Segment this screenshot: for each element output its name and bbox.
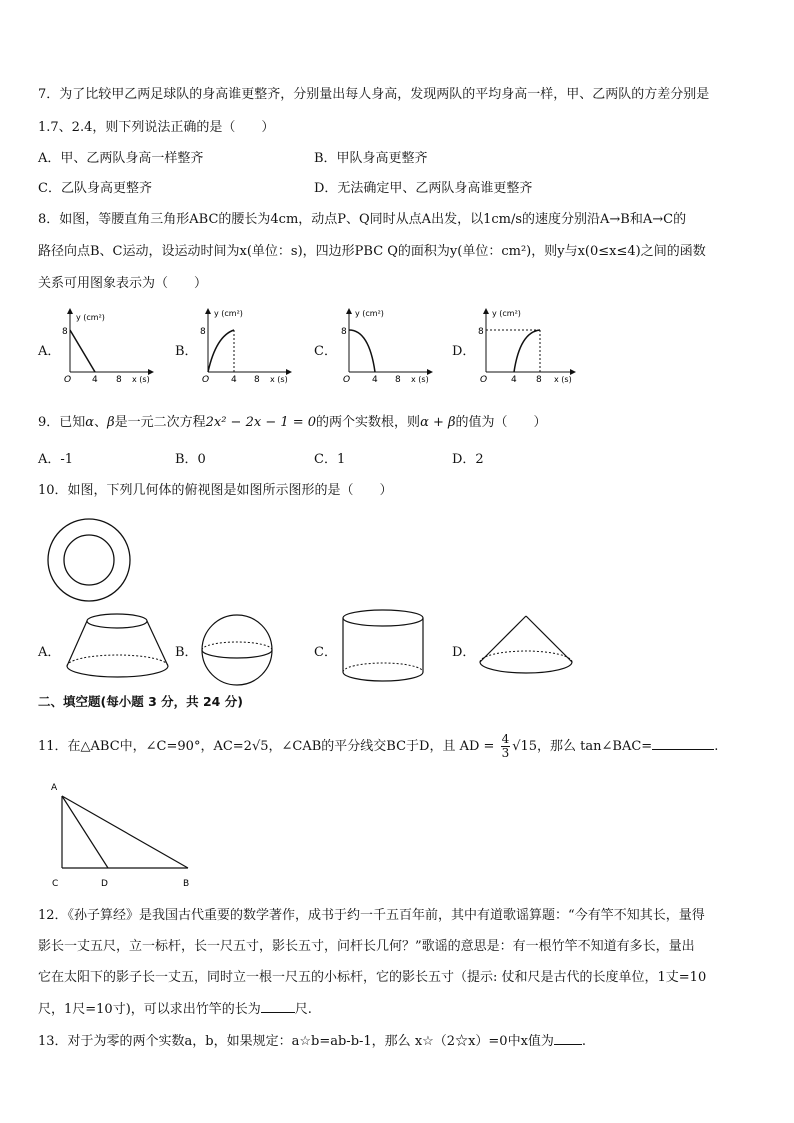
- q10-frustum: [62, 610, 174, 685]
- q12-line-3: 它在太阳下的影子长一丈五，同时立一根一尺五的小标杆，它的影长五寸（提示: 仗和尺是古代的长度单位，1丈=10: [38, 970, 707, 985]
- q8-graph-c-label: C．: [314, 344, 337, 359]
- q12-line-2: 影长一丈五尺，立一标杆，长一尺五寸，影长五寸，问杆长几何？”歌谣的意思是：有一根竹竿不知道有多长，量出: [38, 939, 695, 954]
- q11-fraction: [501, 733, 511, 760]
- q8-line-2: 路径向点B、C运动，设运动时间为x(单位：s)，四边形PBC Q的面积为y(单位：cm²)，则y与x(0≤x≤4)之间的函数: [38, 244, 706, 259]
- vertex-a-label: A: [51, 783, 58, 793]
- q9-text-b: 是一元二次方程: [114, 415, 206, 430]
- q12-line-4a: 尺，1尺=10寸)，可以求出竹竿的长为: [38, 1002, 261, 1017]
- y-axis-label: y (cm²): [214, 309, 243, 318]
- ytick-label: 8: [478, 327, 484, 337]
- q10-top-view-rings: [44, 515, 134, 605]
- q8-graph-a: [58, 306, 158, 386]
- q7-option-b: B．甲队身高更整齐: [314, 151, 428, 166]
- xtick-8: 8: [116, 375, 122, 385]
- xtick-4: 4: [231, 375, 237, 385]
- q8-graph-b-label: B．: [175, 344, 198, 359]
- q11-text-c: ，那么 tan∠BAC=: [537, 739, 653, 754]
- q10-option-d-label: D．: [452, 645, 476, 660]
- xtick-4: 4: [92, 375, 98, 385]
- xtick-4: 4: [511, 375, 517, 385]
- ytick-label: 8: [200, 327, 206, 337]
- q8-line-3: 关系可用图象表示为（ ）: [38, 276, 208, 291]
- q11-question: [38, 733, 718, 760]
- origin-label: O: [480, 375, 488, 385]
- q8-graph-c: [337, 306, 437, 386]
- q10-sphere: [198, 612, 278, 688]
- origin-label: O: [202, 375, 210, 385]
- x-axis-label: x (s): [270, 375, 288, 384]
- origin-label: O: [343, 375, 351, 385]
- ytick-label: 8: [62, 327, 68, 337]
- x-axis-label: x (s): [554, 375, 572, 384]
- q9-text-a: 9．已知: [38, 415, 86, 430]
- q12-line-4b: 尺.: [294, 1002, 312, 1017]
- q11-frac-den: 3: [501, 746, 510, 760]
- q12-answer-blank[interactable]: [261, 1000, 295, 1013]
- xtick-8: 8: [536, 375, 542, 385]
- q9-sum: α + β: [420, 415, 456, 430]
- q11-frac-num: 4: [501, 732, 510, 746]
- q10-cone: [476, 612, 576, 682]
- q9-sep: 、: [94, 415, 108, 430]
- q13-answer-blank[interactable]: [554, 1032, 582, 1045]
- q12-line-1: 12．《孙子算经》是我国古代重要的数学著作，成书于约一千五百年前，其中有道歌谣算题：“今有竿不知其长，量得: [38, 908, 705, 923]
- q13-end: .: [581, 1034, 587, 1049]
- q13-text-a: 13．对于为零的两个实数a，b，如果规定：a☆b=ab-b-1，那么 x☆（2☆x）=0中x值为: [38, 1034, 554, 1049]
- x-axis-label: x (s): [411, 375, 429, 384]
- q11-end: .: [714, 739, 719, 754]
- vertex-b-label: B: [183, 879, 190, 889]
- q9-option-c: C．1: [314, 452, 346, 467]
- q9-option-d: D．2: [452, 452, 484, 467]
- y-axis-label: y (cm²): [76, 313, 105, 322]
- q9-equation: 2x² − 2x − 1 = 0: [205, 415, 317, 430]
- ytick-label: 8: [341, 327, 347, 337]
- q7-line-2: 1.7、2.4，则下列说法正确的是（ ）: [38, 120, 275, 135]
- q9-question: [38, 411, 547, 430]
- vertex-c-label: C: [52, 879, 59, 889]
- q9-text-d: 的值为（ ）: [455, 415, 547, 430]
- q11-sqrt5: √5: [251, 739, 269, 754]
- q11-text-a: 11．在△ABC中，∠C=90°，AC=2: [38, 739, 252, 754]
- q11-text-b: ，∠CAB的平分线交BC于D，且 AD =: [268, 739, 495, 754]
- q8-graph-d-label: D．: [452, 344, 476, 359]
- xtick-8: 8: [254, 375, 260, 385]
- q11-sqrt15: √15: [512, 739, 538, 754]
- point-d-label: D: [101, 879, 108, 889]
- q9-beta: β: [107, 415, 115, 430]
- section-title: 二、填空题(每小题 3 分，共 24 分): [38, 694, 243, 709]
- q9-alpha: α: [85, 415, 95, 430]
- q12-line-4: [38, 998, 312, 1017]
- q9-option-a: A．-1: [38, 452, 74, 467]
- q11-triangle-figure: [46, 778, 206, 892]
- q10-option-a-label: A．: [38, 645, 61, 660]
- q10-line-1: 10．如图，下列几何体的俯视图是如图所示图形的是（ ）: [38, 483, 393, 498]
- y-axis-label: y (cm²): [355, 309, 384, 318]
- q9-option-b: B．0: [175, 452, 206, 467]
- q10-option-b-label: B．: [175, 645, 198, 660]
- origin-label: O: [64, 375, 72, 385]
- x-axis-label: x (s): [132, 375, 150, 384]
- q7-line-1: 7．为了比较甲乙两足球队的身高谁更整齐，分别量出每人身高，发现两队的平均身高一样，甲、乙两队的方差分别是: [38, 87, 710, 102]
- q8-graph-b: [196, 306, 296, 386]
- q7-option-c: C．乙队身高更整齐: [38, 181, 152, 196]
- xtick-4: 4: [372, 375, 378, 385]
- q8-graph-a-label: A．: [38, 344, 61, 359]
- q10-cylinder: [338, 606, 428, 688]
- q9-text-c: 的两个实数根，则: [316, 415, 421, 430]
- q7-option-d: D．无法确定甲、乙两队身高谁更整齐: [314, 181, 533, 196]
- y-axis-label: y (cm²): [492, 309, 521, 318]
- q7-option-a: A．甲、乙两队身高一样整齐: [38, 151, 204, 166]
- q8-graph-d: [474, 306, 584, 386]
- q10-option-c-label: C．: [314, 645, 337, 660]
- q11-answer-blank[interactable]: [652, 737, 714, 750]
- xtick-8: 8: [395, 375, 401, 385]
- q13-question: [38, 1030, 586, 1049]
- q8-line-1: 8．如图，等腰直角三角形ABC的腰长为4cm，动点P、Q同时从点A出发，以1cm/s的速度分别沿A→B和A→C的: [38, 212, 687, 227]
